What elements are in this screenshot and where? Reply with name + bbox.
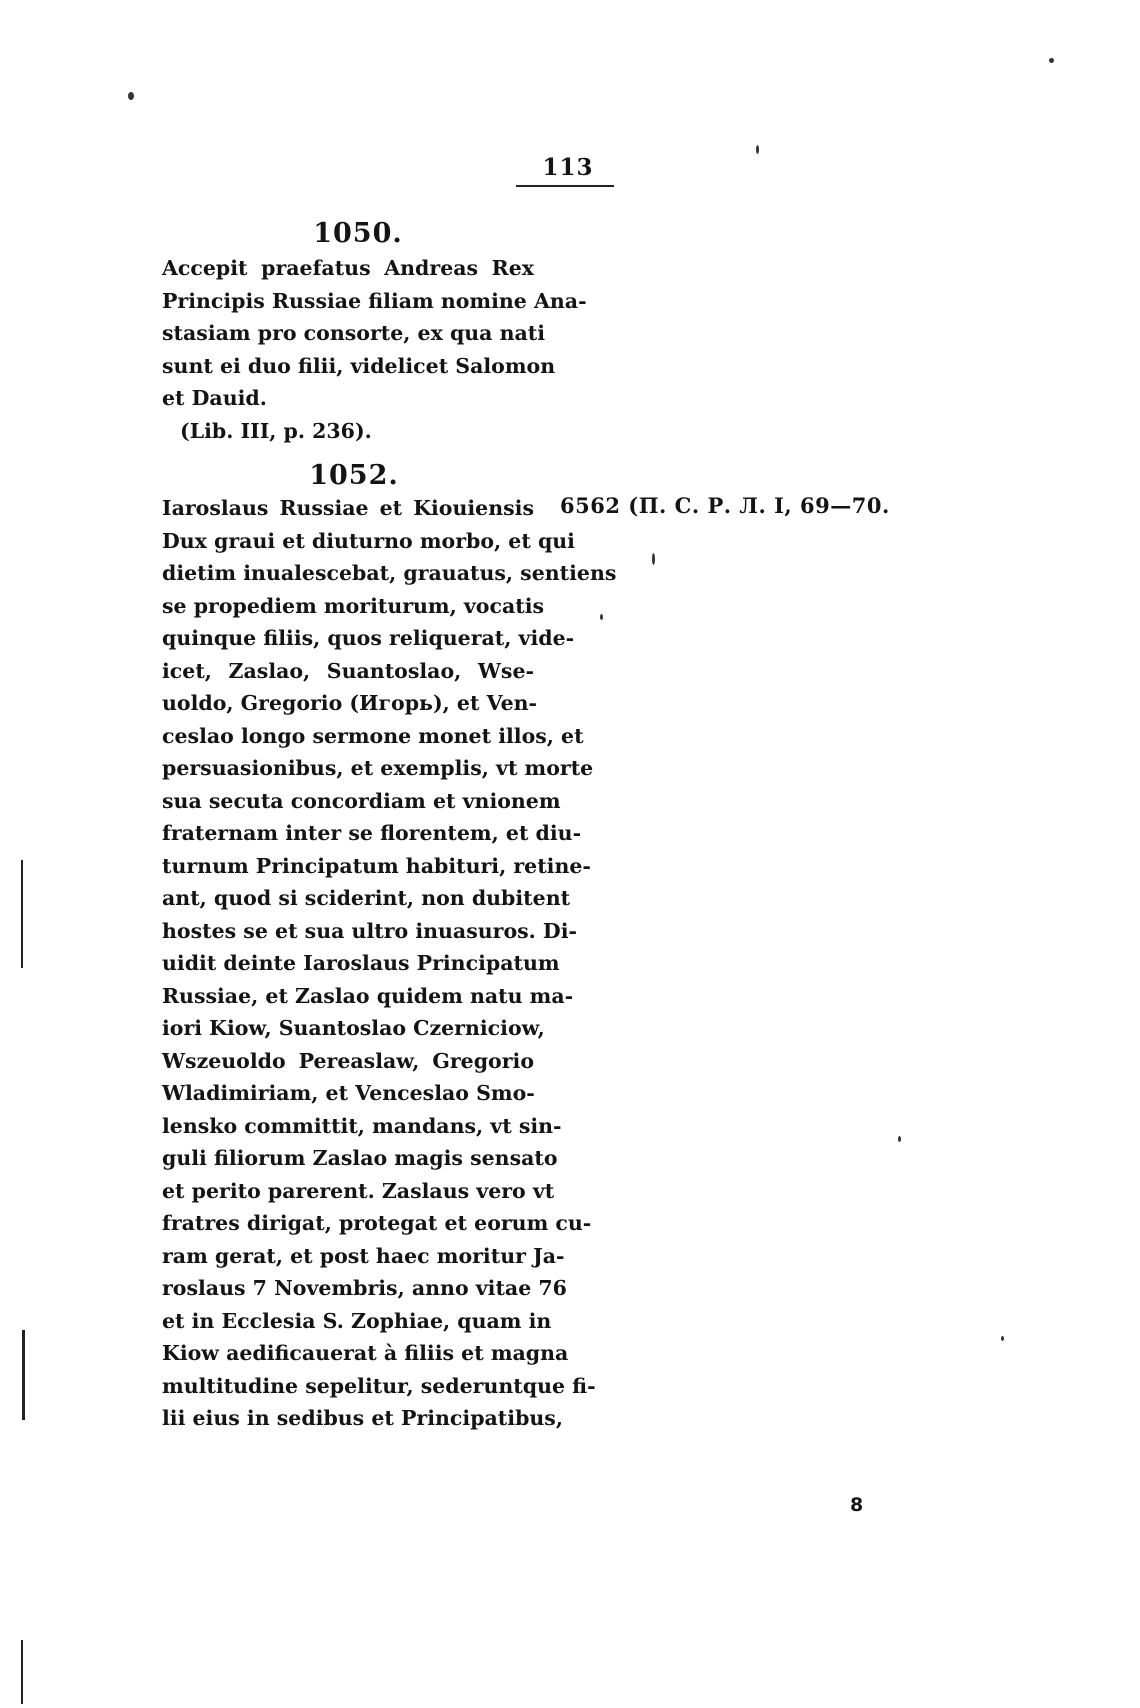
entry-year-1050: 1050. — [313, 218, 403, 249]
text-line: Kiow aedificauerat à filiis et magna — [162, 1341, 569, 1365]
text-line: Wladimiriam, et Venceslao Smo- — [162, 1081, 535, 1105]
entry-1050-text — [162, 252, 587, 447]
text-line: stasiam pro consorte, ex qua nati — [162, 321, 546, 345]
text-line: uidit deinte Iaroslaus Principatum — [162, 951, 560, 975]
edge-mark — [21, 1640, 23, 1704]
signature-mark: 8 — [850, 1494, 864, 1516]
text-line: multitudine sepelitur, sederuntque fi- — [162, 1373, 596, 1398]
text-line: icet, Zaslao, Suantoslao, Wse- — [162, 658, 534, 683]
text-line: ram gerat, et post haec moritur Ja- — [162, 1243, 565, 1268]
edge-mark — [22, 1330, 25, 1420]
text-line: Iaroslaus Russiae et Kiouiensis — [162, 496, 534, 520]
entry-year-1052: 1052. — [309, 460, 399, 491]
scan-speck — [898, 1136, 901, 1142]
text-line: ceslao longo sermone monet illos, et — [162, 723, 584, 748]
text-line: sua secuta concordiam et vnionem — [162, 788, 561, 813]
text-line: Wszeuoldo Pereaslaw, Gregorio — [162, 1048, 534, 1073]
citation-line: (Lib. III, p. 236). — [180, 418, 372, 443]
text-line: fraternam inter se florentem, et diu- — [162, 821, 582, 845]
text-line: Dux graui et diuturno morbo, et qui — [162, 528, 575, 553]
edge-mark — [21, 860, 23, 968]
text-line: Russiae, et Zaslao quidem natu ma- — [162, 983, 574, 1008]
text-line: Accepit praefatus Andreas Rex — [162, 256, 534, 280]
text-line: se propediem moriturum, vocatis — [162, 593, 545, 618]
text-line: sunt ei duo filii, videlicet Salomon — [162, 353, 556, 378]
scan-speck — [652, 553, 655, 565]
text-line: persuasionibus, et exemplis, vt morte — [162, 756, 594, 780]
text-line: Principis Russiae filiam nomine Ana- — [162, 288, 587, 313]
page-number-rule — [516, 185, 614, 187]
scan-speck — [128, 92, 134, 100]
text-line: et in Ecclesia S. Zophiae, quam in — [162, 1308, 552, 1333]
text-line: fratres dirigat, protegat et eorum cu- — [162, 1211, 592, 1235]
text-line: uoldo, Gregorio (Игорь), et Ven- — [162, 691, 538, 715]
text-line: et perito parerent. Zaslaus vero vt — [162, 1178, 555, 1203]
scan-speck — [1001, 1336, 1004, 1341]
text-line: lii eius in sedibus et Principatibus, — [162, 1406, 563, 1430]
text-line: et Dauid. — [162, 386, 267, 410]
text-line: hostes se et sua ultro inuasuros. Di- — [162, 918, 578, 943]
scan-speck — [756, 145, 759, 154]
text-line: iori Kiow, Suantoslao Czerniciow, — [162, 1016, 545, 1040]
text-line: ant, quod si sciderint, non dubitent — [162, 886, 571, 910]
scan-speck — [1049, 58, 1054, 63]
text-line: roslaus 7 Novembris, anno vitae 76 — [162, 1276, 567, 1300]
entry-1052-text — [162, 492, 617, 1435]
text-line: guli filiorum Zaslao magis sensato — [162, 1146, 558, 1170]
margin-note: 6562 (П. С. Р. Л. I, 69—70. — [560, 493, 890, 518]
text-line: quinque filiis, quos reliquerat, vide- — [162, 626, 575, 650]
text-line: dietim inualescebat, grauatus, sentiens — [162, 561, 617, 585]
text-line: turnum Principatum habituri, retine- — [162, 853, 591, 878]
scan-speck — [600, 614, 603, 620]
text-line: lensko committit, mandans, vt sin- — [162, 1113, 562, 1138]
page-number: 113 — [542, 154, 594, 181]
